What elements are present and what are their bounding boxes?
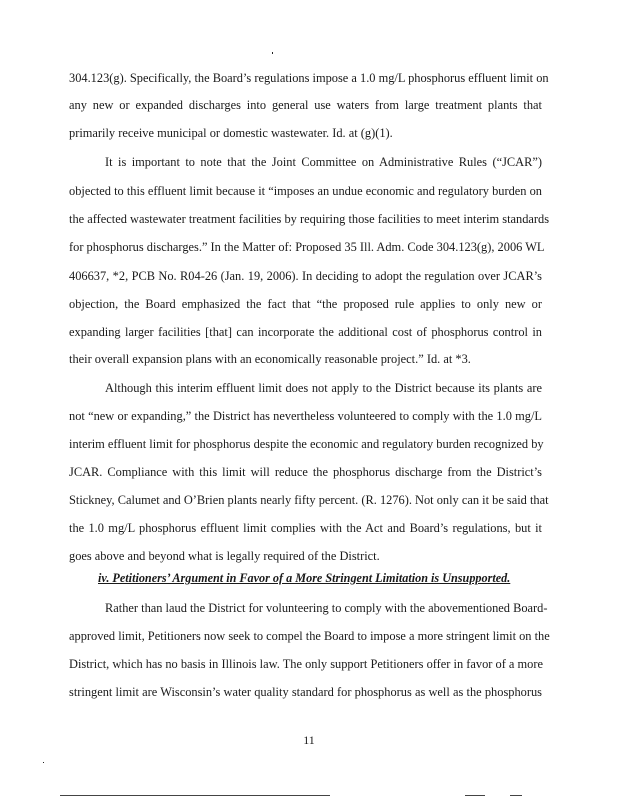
body-line: stringent limit are Wisconsin’s water quality standard for phosphorus as well as the phosphorus [69, 685, 542, 699]
bottom-scan-line [510, 795, 522, 796]
body-line: interim effluent limit for phosphorus despite the economic and regulatory burden recognized by [69, 437, 544, 451]
scan-speck [43, 762, 44, 763]
body-line: 304.123(g). Specifically, the Board’s regulations impose a 1.0 mg/L phosphorus effluent limit on [69, 71, 549, 85]
body-line: Stickney, Calumet and O’Brien plants nearly fifty percent. (R. 1276). Not only can it be said that [69, 493, 549, 507]
body-line: their overall expansion plans with an economically reasonable project.” Id. at *3. [69, 352, 471, 366]
body-line: JCAR. Compliance with this limit will reduce the phosphorus discharge from the District’s [69, 465, 542, 479]
body-line: goes above and beyond what is legally required of the District. [69, 549, 380, 563]
body-line: Rather than laud the District for volunteering to comply with the abovementioned Board- [105, 601, 548, 615]
body-line: for phosphorus discharges.” In the Matter of: Proposed 35 Ill. Adm. Code 304.123(g), 2006 WL [69, 240, 545, 254]
body-line: Although this interim effluent limit does not apply to the District because its plants are [105, 381, 542, 395]
body-line: objection, the Board emphasized the fact that “the proposed rule applies to only new or [69, 297, 542, 311]
body-line: objected to this effluent limit because it “imposes an undue economic and regulatory burden on [69, 184, 542, 198]
body-line: primarily receive municipal or domestic wastewater. Id. at (g)(1). [69, 126, 393, 140]
body-line: 406637, *2, PCB No. R04-26 (Jan. 19, 2006). In deciding to adopt the regulation over JCAR’s [69, 269, 542, 283]
body-line: It is important to note that the Joint Committee on Administrative Rules (“JCAR”) [105, 155, 542, 169]
page-number: 11 [303, 733, 315, 747]
body-line: expanding larger facilities [that] can incorporate the additional cost of phosphorus control in [69, 325, 542, 339]
bottom-scan-line [465, 795, 485, 796]
bottom-scan-line [60, 795, 330, 796]
section-heading: iv. Petitioners’ Argument in Favor of a More Stringent Limitation is Unsupported. [98, 571, 511, 585]
body-line: District, which has no basis in Illinois law. The only support Petitioners offer in favor of a more [69, 657, 543, 671]
body-line: approved limit, Petitioners now seek to compel the Board to impose a more stringent limit on the [69, 629, 550, 643]
body-line: the 1.0 mg/L phosphorus effluent limit complies with the Act and Board’s regulations, but it [69, 521, 542, 535]
scan-speck [272, 52, 273, 54]
body-line: the affected wastewater treatment facilities by requiring those facilities to meet interim standards [69, 212, 550, 226]
body-line: not “new or expanding,” the District has nevertheless volunteered to comply with the 1.0 mg/L [69, 409, 542, 423]
body-line: any new or expanded discharges into general use waters from large treatment plants that [69, 98, 542, 112]
